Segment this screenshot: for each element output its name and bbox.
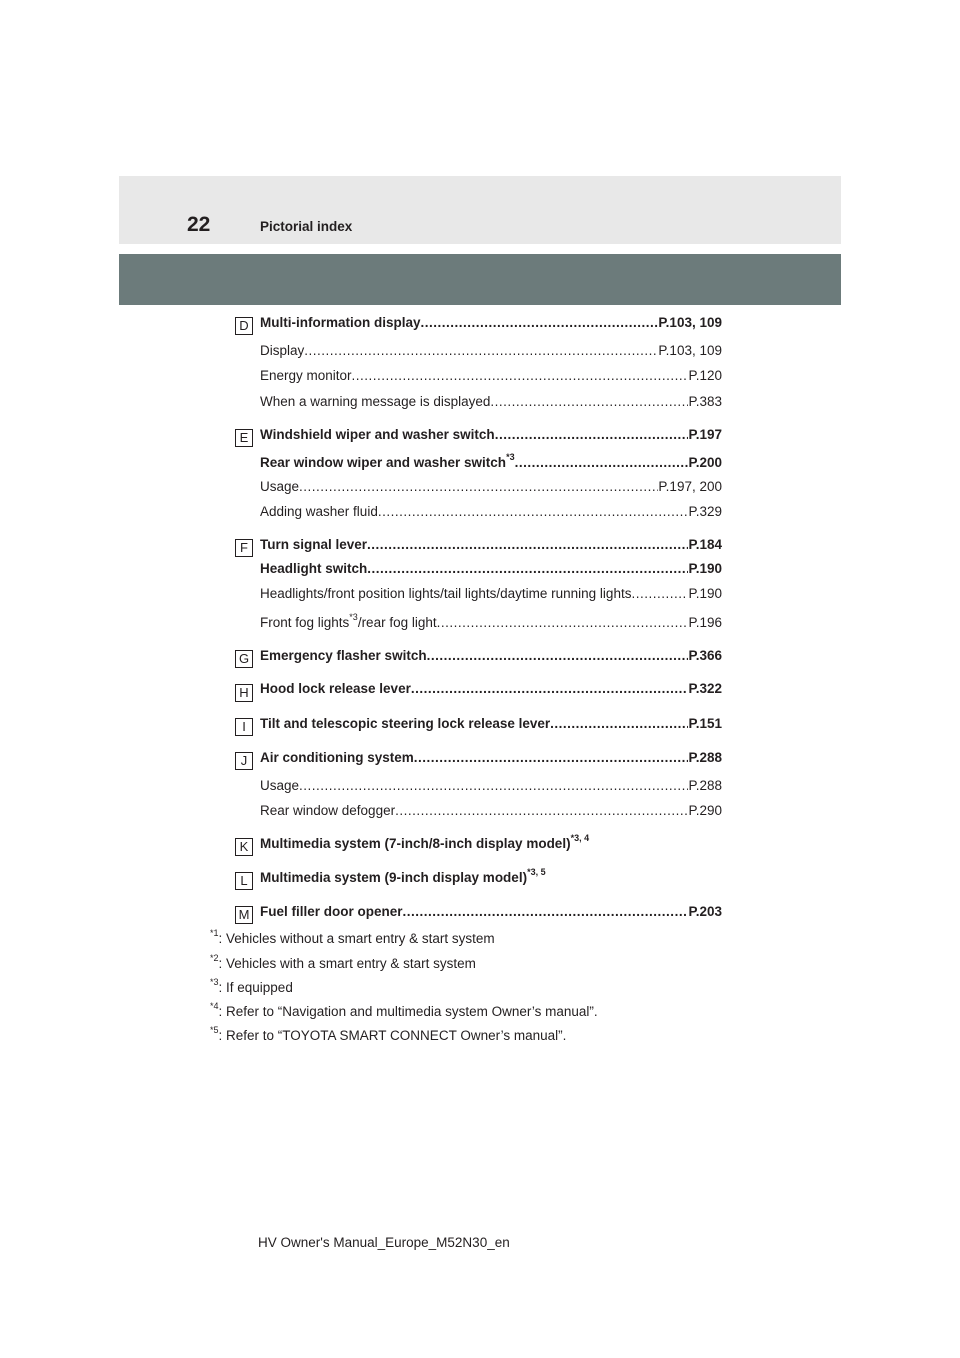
entry-label xyxy=(260,681,411,696)
index-entry[interactable] xyxy=(260,368,722,383)
page-reference[interactable]: P.190 xyxy=(688,586,722,601)
entry-label xyxy=(260,803,395,818)
entry-label-text: Front fog lights xyxy=(260,615,350,630)
entry-label xyxy=(260,832,590,851)
entry-label xyxy=(260,315,421,330)
page-reference[interactable]: P.120 xyxy=(688,368,722,383)
entry-label xyxy=(260,611,437,630)
entry-label-text: Usage xyxy=(260,479,300,494)
entry-label xyxy=(260,394,490,409)
footnote-mark: *2 xyxy=(210,952,219,963)
entry-label-text: Usage xyxy=(260,778,300,793)
page-reference[interactable]: P.190 xyxy=(688,561,722,576)
footnote-mark: *1 xyxy=(210,927,219,938)
entry-label-text: Multimedia system (7-inch/8-inch display model) xyxy=(260,836,571,851)
footnote-text: : Refer to “TOYOTA SMART CONNECT Owner’s manual”. xyxy=(218,1028,567,1043)
dot-leader xyxy=(304,343,658,358)
dot-leader xyxy=(299,479,658,494)
index-entry[interactable] xyxy=(260,586,722,601)
page-reference[interactable]: P.200 xyxy=(688,455,722,470)
index-entry[interactable] xyxy=(260,750,722,765)
index-entry[interactable] xyxy=(260,479,722,494)
dot-leader xyxy=(631,586,688,601)
index-entry[interactable] xyxy=(260,681,722,696)
page-reference[interactable]: P.203 xyxy=(688,904,722,919)
index-entry[interactable] xyxy=(260,343,722,358)
footnote xyxy=(210,952,476,971)
entry-label-text: Adding washer fluid xyxy=(260,504,378,519)
footnote-text: : Vehicles without a smart entry & start system xyxy=(218,931,495,946)
dot-leader xyxy=(414,750,689,765)
entry-label xyxy=(260,343,304,358)
index-letter-l: L xyxy=(235,872,253,890)
entry-label-text: Turn signal lever xyxy=(260,537,368,552)
entry-label-text: Multi-information display xyxy=(260,315,421,330)
footnote-mark: *4 xyxy=(210,1000,219,1011)
entry-label xyxy=(260,427,495,442)
index-entry[interactable] xyxy=(260,803,722,818)
page-reference[interactable]: P.103, 109 xyxy=(658,343,722,358)
page-reference[interactable]: P.151 xyxy=(688,716,722,731)
page-reference[interactable]: P.329 xyxy=(688,504,722,519)
index-entry[interactable] xyxy=(260,832,722,851)
dot-leader xyxy=(495,427,689,442)
index-entry[interactable] xyxy=(260,561,722,576)
index-entry[interactable] xyxy=(260,716,722,731)
index-entry[interactable] xyxy=(260,394,722,409)
dot-leader xyxy=(367,537,688,552)
dot-leader xyxy=(403,904,689,919)
page-reference[interactable]: P.184 xyxy=(688,537,722,552)
index-letter-h: H xyxy=(235,684,253,702)
dot-leader xyxy=(421,315,659,330)
dot-leader xyxy=(490,394,688,409)
entry-label xyxy=(260,451,515,470)
footnote-text: : Vehicles with a smart entry & start system xyxy=(218,956,476,971)
footnote xyxy=(210,1000,598,1019)
dot-leader xyxy=(378,504,689,519)
page-reference[interactable]: P.103, 109 xyxy=(658,315,722,330)
footnote-mark: *5 xyxy=(210,1024,219,1035)
header-band xyxy=(119,176,841,244)
entry-label xyxy=(260,561,367,576)
entry-label-text: Display xyxy=(260,343,305,358)
header-dark-band xyxy=(119,254,841,305)
page-reference[interactable]: P.322 xyxy=(688,681,722,696)
index-entry[interactable] xyxy=(260,504,722,519)
footnote-ref: *3 xyxy=(349,611,358,622)
index-entry[interactable] xyxy=(260,427,722,442)
entry-label-text: Headlight switch xyxy=(260,561,368,576)
page-reference[interactable]: P.288 xyxy=(688,750,722,765)
index-letter-d: D xyxy=(235,317,253,335)
dot-leader xyxy=(427,648,689,663)
index-letter-m: M xyxy=(235,906,253,924)
footnote-ref: *3 xyxy=(506,451,515,462)
index-entry[interactable] xyxy=(260,537,722,552)
footnote xyxy=(210,927,495,946)
entry-label-text: Headlights/front position lights/tail lights/daytime running lights xyxy=(260,586,632,601)
dot-leader xyxy=(411,681,689,696)
index-letter-j: J xyxy=(235,752,253,770)
entry-label xyxy=(260,716,550,731)
entry-label xyxy=(260,778,299,793)
entry-label xyxy=(260,866,546,885)
page-reference[interactable]: P.290 xyxy=(688,803,722,818)
entry-label-text: When a warning message is displayed xyxy=(260,394,491,409)
dot-leader xyxy=(352,368,689,383)
page-reference[interactable]: P.197 xyxy=(688,427,722,442)
entry-label xyxy=(260,537,367,552)
entry-label-text: Energy monitor xyxy=(260,368,352,383)
footnote-ref: *3, 5 xyxy=(527,866,546,877)
index-letter-k: K xyxy=(235,838,253,856)
entry-label xyxy=(260,904,403,919)
page-reference[interactable]: P.383 xyxy=(688,394,722,409)
entry-label xyxy=(260,479,299,494)
index-entry[interactable] xyxy=(260,451,722,470)
section-title: Pictorial index xyxy=(260,219,353,234)
entry-label-text: Tilt and telescopic steering lock release lever xyxy=(260,716,551,731)
dot-leader xyxy=(515,455,689,470)
page-reference[interactable]: P.197, 200 xyxy=(658,479,722,494)
index-letter-g: G xyxy=(235,650,253,668)
entry-label xyxy=(260,586,631,601)
dot-leader xyxy=(367,561,688,576)
dot-leader xyxy=(550,716,688,731)
footnote-text: : Refer to “Navigation and multimedia system Owner’s manual”. xyxy=(218,1004,598,1019)
entry-label xyxy=(260,750,414,765)
index-letter-f: F xyxy=(235,539,253,557)
footer-manual-id: HV Owner's Manual_Europe_M52N30_en xyxy=(258,1235,510,1250)
index-letter-e: E xyxy=(235,429,253,447)
entry-label-text: Rear window defogger xyxy=(260,803,396,818)
footnote xyxy=(210,1024,567,1043)
footnote-ref: *3, 4 xyxy=(570,832,590,843)
entry-label xyxy=(260,504,378,519)
entry-label-text: /rear fog light xyxy=(357,615,437,630)
index-entry[interactable] xyxy=(260,904,722,919)
index-entry[interactable] xyxy=(260,866,722,885)
page-number: 22 xyxy=(187,213,211,236)
index-entry[interactable] xyxy=(260,611,722,630)
entry-label xyxy=(260,368,352,383)
footnote-text: : If equipped xyxy=(218,980,293,995)
dot-leader xyxy=(437,615,689,630)
entry-label-text: Rear window wiper and washer switch xyxy=(260,455,507,470)
dot-leader xyxy=(299,778,688,793)
entry-label-text: Multimedia system (9-inch display model) xyxy=(260,870,528,885)
entry-label xyxy=(260,648,427,663)
entry-label-text: Emergency flasher switch xyxy=(260,648,427,663)
entry-label-text: Fuel filler door opener xyxy=(260,904,403,919)
page-reference[interactable]: P.366 xyxy=(688,648,722,663)
index-letter-i: I xyxy=(235,718,253,736)
footnote xyxy=(210,976,293,995)
dot-leader xyxy=(395,803,688,818)
entry-label-text: Windshield wiper and washer switch xyxy=(260,427,495,442)
index-entry[interactable] xyxy=(260,315,722,330)
footnote-mark: *3 xyxy=(210,976,219,987)
index-entry[interactable] xyxy=(260,648,722,663)
entry-label-text: Air conditioning system xyxy=(260,750,414,765)
page-reference[interactable]: P.196 xyxy=(688,615,722,630)
index-entry[interactable] xyxy=(260,778,722,793)
entry-label-text: Hood lock release lever xyxy=(260,681,411,696)
page-reference[interactable]: P.288 xyxy=(688,778,722,793)
